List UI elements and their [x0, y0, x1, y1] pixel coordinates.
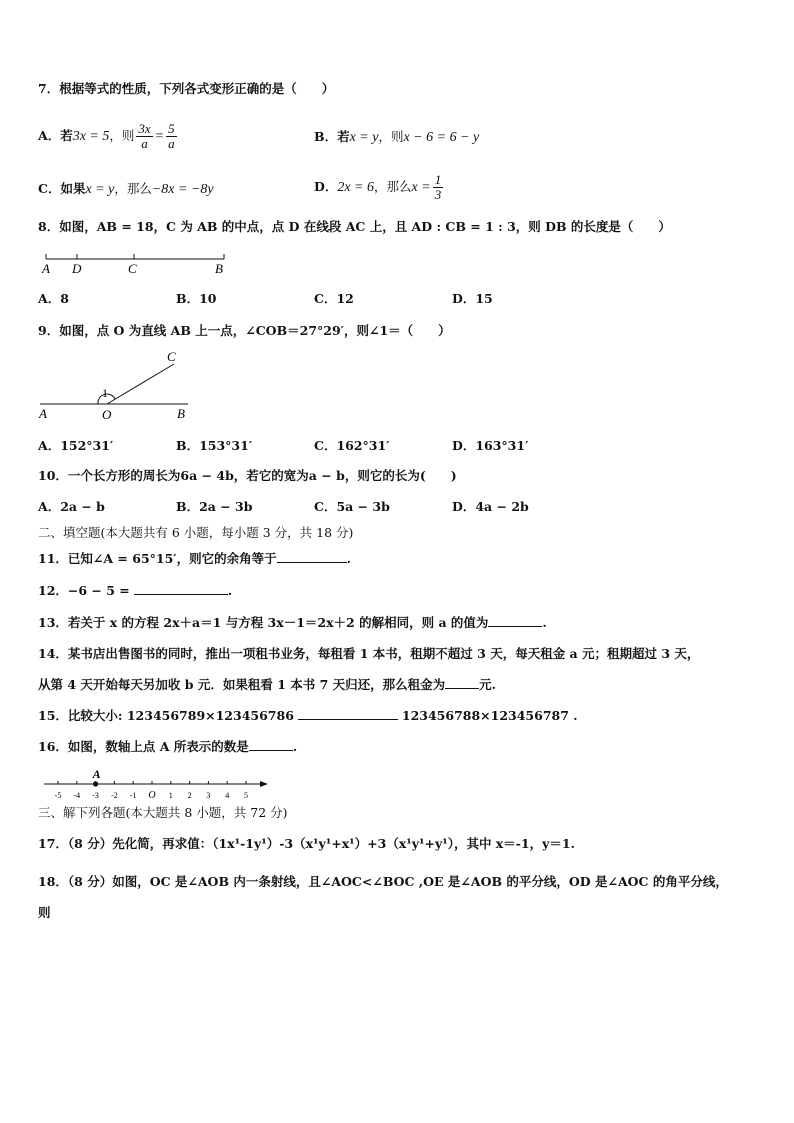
q10-option-d: D．4a − 2b: [452, 499, 529, 514]
q14-blank: [445, 676, 479, 689]
q11: 11．已知∠A = 65°15′，则它的余角等于 .: [38, 551, 351, 566]
q13-blank: [488, 614, 542, 627]
q8-label-c: C: [128, 261, 137, 276]
q9-option-d: D．163°31′: [452, 438, 529, 453]
q12-blank: [134, 582, 228, 595]
q14-line1: 14．某书店出售图书的同时，推出一项租书业务，每租看 1 本书，租期不超过 3 天，每天租金 a 元；租期超过 3 天，: [38, 646, 700, 661]
q8-label-d: D: [72, 261, 82, 276]
q8-option-c: C．12: [314, 291, 354, 306]
q16-tick-label: -5: [54, 791, 62, 800]
q9-label-angle1: 1: [102, 386, 108, 400]
q15-blank: [298, 707, 398, 720]
q7-a-frac2: $\frac{5}{a}$: [168, 121, 175, 151]
q9-stem: 9．如图，点 O 为直线 AB 上一点，∠COB＝27°29′，则∠1＝（ ）: [38, 323, 451, 338]
q7-option-c: C．如果x = y，那么−8x = −8y: [38, 181, 214, 197]
q16-tick-label: 4: [225, 791, 230, 800]
q7-stem: 7．根据等式的性质，下列各式变形正确的是（ ）: [38, 81, 335, 96]
q17: 17．（8 分）先化简，再求值：（1x¹-1y¹）-3（x¹y¹+x¹）+3（x¹y¹+y¹），其中 x＝-1，y＝1.: [38, 836, 575, 851]
q9-label-b: B: [177, 406, 185, 421]
q7-a-mid: ，则: [109, 128, 135, 143]
q16-tick-label: -1: [129, 791, 137, 800]
q18-line2: 则: [38, 905, 51, 920]
q13: 13．若关于 x 的方程 2x＋a＝1 与方程 3x－1＝2x＋2 的解相同，则 a 的值为 .: [38, 615, 547, 630]
q8-segment-figure: [38, 252, 238, 278]
q8-option-a: A．8: [38, 291, 69, 306]
q16-point-label: A: [92, 767, 101, 781]
q10-stem: 10．一个长方形的周长为6a − 4b，若它的宽为a − b，则它的长为( ): [38, 468, 457, 483]
q11-blank: [277, 550, 347, 563]
q7-a-frac1: $\frac{3x}{a}$: [138, 121, 151, 151]
q16-number-line: [38, 766, 272, 802]
q7-a-eq: 3x = 5: [72, 129, 110, 144]
q9-label-c: C: [167, 349, 176, 364]
q12: 12．−6 − 5 = .: [38, 583, 233, 598]
q9-option-c: C．162°31′: [314, 438, 390, 453]
q15: 15．比较大小: 123456789×123456786 123456788×123456787 .: [38, 708, 578, 723]
q7-a-prefix: A．若: [38, 128, 73, 143]
q8-stem: 8．如图，AB = 18，C 为 AB 的中点，点 D 在线段 AC 上，且 AD : CB = 1 : 3，则 DB 的长度是（ ）: [38, 219, 671, 234]
section-3-heading: 三、解下列各题(本大题共 8 小题，共 72 分): [38, 805, 288, 820]
q7-d-frac: $\frac{1}{3}$: [434, 172, 442, 202]
q8-label-a: A: [42, 261, 50, 276]
q16-tick-label: -2: [111, 791, 118, 800]
q16-point-a: [93, 781, 98, 786]
q9-label-o: O: [102, 407, 112, 422]
q16-tick-label: -4: [73, 791, 81, 800]
q14-line2: 从第 4 天开始每天另加收 b 元．如果租看 1 本书 7 天归还，那么租金为 元.: [38, 677, 497, 692]
q9-label-a: A: [39, 406, 47, 421]
q10-option-c: C．5a − 3b: [314, 499, 390, 514]
q16: 16．如图，数轴上点 A 所表示的数是 .: [38, 739, 298, 754]
q8-label-b: B: [215, 261, 223, 276]
q16-tick-label: O: [148, 790, 156, 801]
section-2-heading: 二、填空题(本大题共有 6 小题，每小题 3 分，共 18 分): [38, 525, 354, 540]
q10-option-b: B．2a − 3b: [176, 499, 253, 514]
q16-blank: [249, 738, 293, 751]
q7-option-b: B．若x = y，则x − 6 = 6 − y: [314, 129, 480, 145]
q16-tick-label: 2: [187, 791, 192, 800]
q8-option-b: B．10: [176, 291, 217, 306]
q9-option-b: B．153°31′: [176, 438, 253, 453]
q16-tick-label: 1: [168, 791, 173, 800]
q16-tick-label: 3: [206, 791, 211, 800]
q9-option-a: A．152°31′: [38, 438, 114, 453]
q10-option-a: A．2a − b: [38, 499, 105, 514]
q18-line1: 18．（8 分）如图，OC 是∠AOB 内一条射线，且∠AOC<∠BOC ,OE 是∠AOB 的平分线，OD 是∠AOC 的角平分线，: [38, 874, 728, 889]
q7-option-a: A．若3x = 5，则 $\frac{3x}{a}$ = $\frac{5}{a}$: [38, 121, 175, 151]
q16-tick-label: -3: [92, 791, 99, 800]
q16-tick-label: 5: [244, 791, 248, 800]
q9-angle-figure: [36, 348, 196, 424]
q7-option-d: D．2x = 6，那么x = $\frac{1}{3}$: [314, 172, 442, 202]
q8-option-d: D．15: [452, 291, 493, 306]
